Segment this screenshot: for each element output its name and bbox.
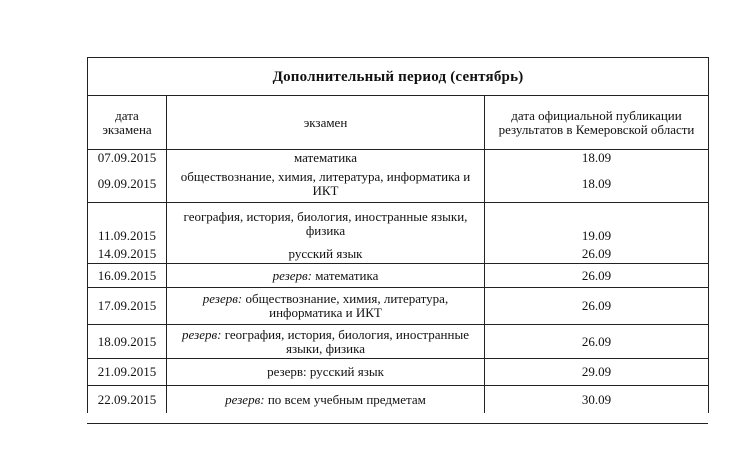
table-row (88, 166, 709, 203)
row-exam (167, 359, 485, 386)
exam-text: математика (312, 267, 379, 283)
row-exam (167, 166, 485, 203)
row-exam (167, 203, 485, 246)
schedule-table-frame (87, 57, 708, 424)
exam-text: география, история, биология, иностранные языки, физика (221, 326, 469, 356)
exam-text: обществознание, химия, литература, информатика и ИКТ (180, 169, 471, 198)
exam-text: по всем учебным предметам (264, 391, 426, 407)
header-date: дата экзамена (88, 96, 167, 150)
reserve-label: резерв: (225, 391, 265, 407)
table-bottom-border (87, 423, 708, 424)
row-publication: 26.09 (485, 264, 709, 288)
exam-schedule-table (87, 57, 709, 413)
exam-text: русский язык (288, 246, 363, 261)
table-row (88, 203, 709, 246)
row-date: 22.09.2015 (88, 386, 167, 414)
row-exam (167, 150, 485, 167)
row-exam (167, 386, 485, 414)
header-exam: экзамен (167, 96, 485, 150)
row-date: 09.09.2015 (88, 166, 167, 203)
title-row (88, 58, 709, 96)
row-publication: 26.09 (485, 325, 709, 359)
table-row (88, 359, 709, 386)
table-title: Дополнительный период (сентябрь) (88, 58, 709, 96)
row-publication: 19.09 (485, 203, 709, 246)
row-exam (167, 264, 485, 288)
row-publication: 18.09 (485, 150, 709, 167)
header-publication: дата официальной публикации результатов в Кемеровской области (485, 96, 709, 150)
row-publication: 18.09 (485, 166, 709, 203)
reserve-label: резерв: (202, 291, 243, 306)
row-publication: 30.09 (485, 386, 709, 414)
reserve-label: резерв: (182, 326, 222, 342)
table-row (88, 150, 709, 167)
table-row (88, 264, 709, 288)
row-exam (167, 288, 485, 325)
row-date: 17.09.2015 (88, 288, 167, 325)
exam-text: география, история, биология, иностранные языки, физика (183, 209, 468, 238)
row-date: 18.09.2015 (88, 325, 167, 359)
row-publication: 26.09 (485, 245, 709, 264)
exam-text: резерв: русский язык (267, 364, 384, 379)
exam-text: математика (293, 150, 358, 165)
table-row (88, 245, 709, 264)
row-date: 14.09.2015 (88, 245, 167, 264)
row-exam (167, 325, 485, 359)
row-publication: 29.09 (485, 359, 709, 386)
row-date: 16.09.2015 (88, 264, 167, 288)
row-date: 11.09.2015 (88, 203, 167, 246)
row-publication: 26.09 (485, 288, 709, 325)
exam-text: обществознание, химия, литература, информатика и ИКТ (242, 291, 449, 320)
row-date: 07.09.2015 (88, 150, 167, 167)
table-row (88, 386, 709, 414)
row-date: 21.09.2015 (88, 359, 167, 386)
header-row (88, 96, 709, 150)
table-row (88, 325, 709, 359)
row-exam (167, 245, 485, 264)
table-row (88, 288, 709, 325)
reserve-label: резерв: (272, 267, 313, 283)
